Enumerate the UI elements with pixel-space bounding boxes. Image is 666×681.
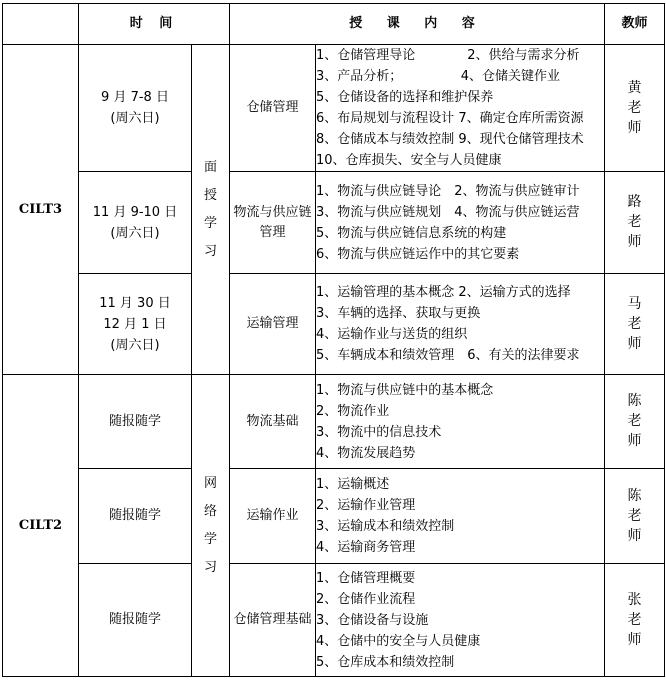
topic-line: 3、产品分析； 4、仓储关键作业: [316, 69, 561, 84]
module-name: 运输管理: [230, 274, 316, 375]
date-line: (周六日): [110, 337, 160, 353]
header-teacher: 教师: [605, 4, 665, 45]
topic-line: 2、运输作业管理: [316, 498, 416, 513]
mode-cell: [192, 375, 230, 677]
table-row: [3, 45, 665, 172]
course-schedule-table: [2, 3, 665, 677]
date-cell: 随报随学: [79, 469, 192, 564]
teacher-name: 陈老师: [627, 393, 642, 449]
topic-line: 3、运输成本和绩效控制: [316, 519, 455, 534]
topic-line: 1、物流与供应链导论 2、物流与供应链审计: [316, 183, 580, 199]
topic-line: 10、仓库损失、安全与人员健康: [316, 153, 502, 168]
topic-line: 1、物流与供应链中的基本概念: [316, 382, 494, 398]
teacher-name: 路老师: [627, 194, 642, 250]
topics-cell: [316, 469, 605, 564]
mode-label: 面授学习: [203, 159, 217, 259]
topic-line: 8、仓储成本与绩效控制 9、现代仓储管理技术: [316, 132, 584, 147]
module-name: 仓储管理: [230, 45, 316, 172]
date-cell: 随报随学: [79, 564, 192, 677]
topic-line: 4、物流发展趋势: [316, 445, 416, 461]
level-cilt2: CILT2: [3, 375, 79, 677]
topic-line: 5、仓储设备的选择和维护保养: [316, 90, 494, 105]
topics-cell: [316, 45, 605, 172]
date-line: 11 月 9-10 日: [92, 204, 178, 220]
teacher-name: 张老师: [627, 591, 642, 648]
topic-line: 4、运输作业与送货的组织: [316, 327, 468, 342]
date-cell: [79, 274, 192, 375]
date-cell: [79, 45, 192, 172]
topic-line: 4、运输商务管理: [316, 540, 416, 555]
topics-cell: [316, 564, 605, 677]
topic-line: 3、仓储设备与设施: [316, 612, 429, 628]
topics-cell: [316, 274, 605, 375]
header-row: [3, 4, 665, 45]
table-row: [3, 469, 665, 564]
teacher-cell: [605, 45, 665, 172]
teacher-cell: [605, 274, 665, 375]
teacher-name: 黄老师: [627, 79, 642, 136]
topic-line: 5、仓库成本和绩效控制: [316, 654, 455, 670]
module-name: 物流与供应链管理: [230, 172, 316, 274]
header-corner-cell: [3, 4, 79, 45]
table-row: [3, 375, 665, 469]
topic-line: 5、车辆成本和绩效管理 6、有关的法律要求: [316, 348, 580, 363]
date-line: 12 月 1 日: [103, 316, 167, 332]
level-cilt3: CILT3: [3, 45, 79, 375]
topic-line: 1、运输概述: [316, 477, 390, 492]
topic-line: 5、物流与供应链信息系统的构建: [316, 225, 507, 241]
mode-cell: [192, 45, 230, 375]
mode-label: 网络学习: [203, 475, 217, 575]
header-content: 授 课 内 容: [230, 4, 605, 45]
header-time: 时 间: [79, 4, 230, 45]
date-line: (周六日): [110, 225, 160, 241]
topic-line: 2、物流作业: [316, 403, 390, 419]
module-name: 运输作业: [230, 469, 316, 564]
topic-line: 6、物流与供应链运作中的其它要素: [316, 246, 520, 262]
topic-line: 4、仓储中的安全与人员健康: [316, 633, 481, 649]
date-line: 9 月 7-8 日: [101, 90, 169, 105]
topic-line: 3、车辆的选择、获取与更换: [316, 306, 481, 321]
topic-line: 2、仓储作业流程: [316, 591, 416, 607]
teacher-cell: [605, 375, 665, 469]
topic-line: 3、物流与供应链规划 4、物流与供应链运营: [316, 204, 580, 220]
topics-cell: [316, 172, 605, 274]
table-row: [3, 172, 665, 274]
teacher-cell: [605, 172, 665, 274]
module-name: 物流基础: [230, 375, 316, 469]
date-cell: [79, 172, 192, 274]
table-row: [3, 274, 665, 375]
date-line: (周六日): [110, 111, 160, 126]
topics-cell: [316, 375, 605, 469]
teacher-name: 陈老师: [627, 487, 642, 544]
topic-line: 6、布局规划与流程设计 7、确定仓库所需资源: [316, 111, 584, 126]
topic-line: 1、仓储管理概要: [316, 570, 416, 586]
topic-line: 1、仓储管理导论 2、供给与需求分析: [316, 48, 580, 63]
date-cell: 随报随学: [79, 375, 192, 469]
table-row: [3, 564, 665, 677]
teacher-name: 马老师: [627, 295, 642, 352]
teacher-cell: [605, 564, 665, 677]
date-line: 11 月 30 日: [99, 295, 171, 311]
module-name: 仓储管理基础: [230, 564, 316, 677]
topic-line: 3、物流中的信息技术: [316, 424, 442, 440]
topic-line: 1、运输管理的基本概念 2、运输方式的选择: [316, 285, 571, 300]
teacher-cell: [605, 469, 665, 564]
